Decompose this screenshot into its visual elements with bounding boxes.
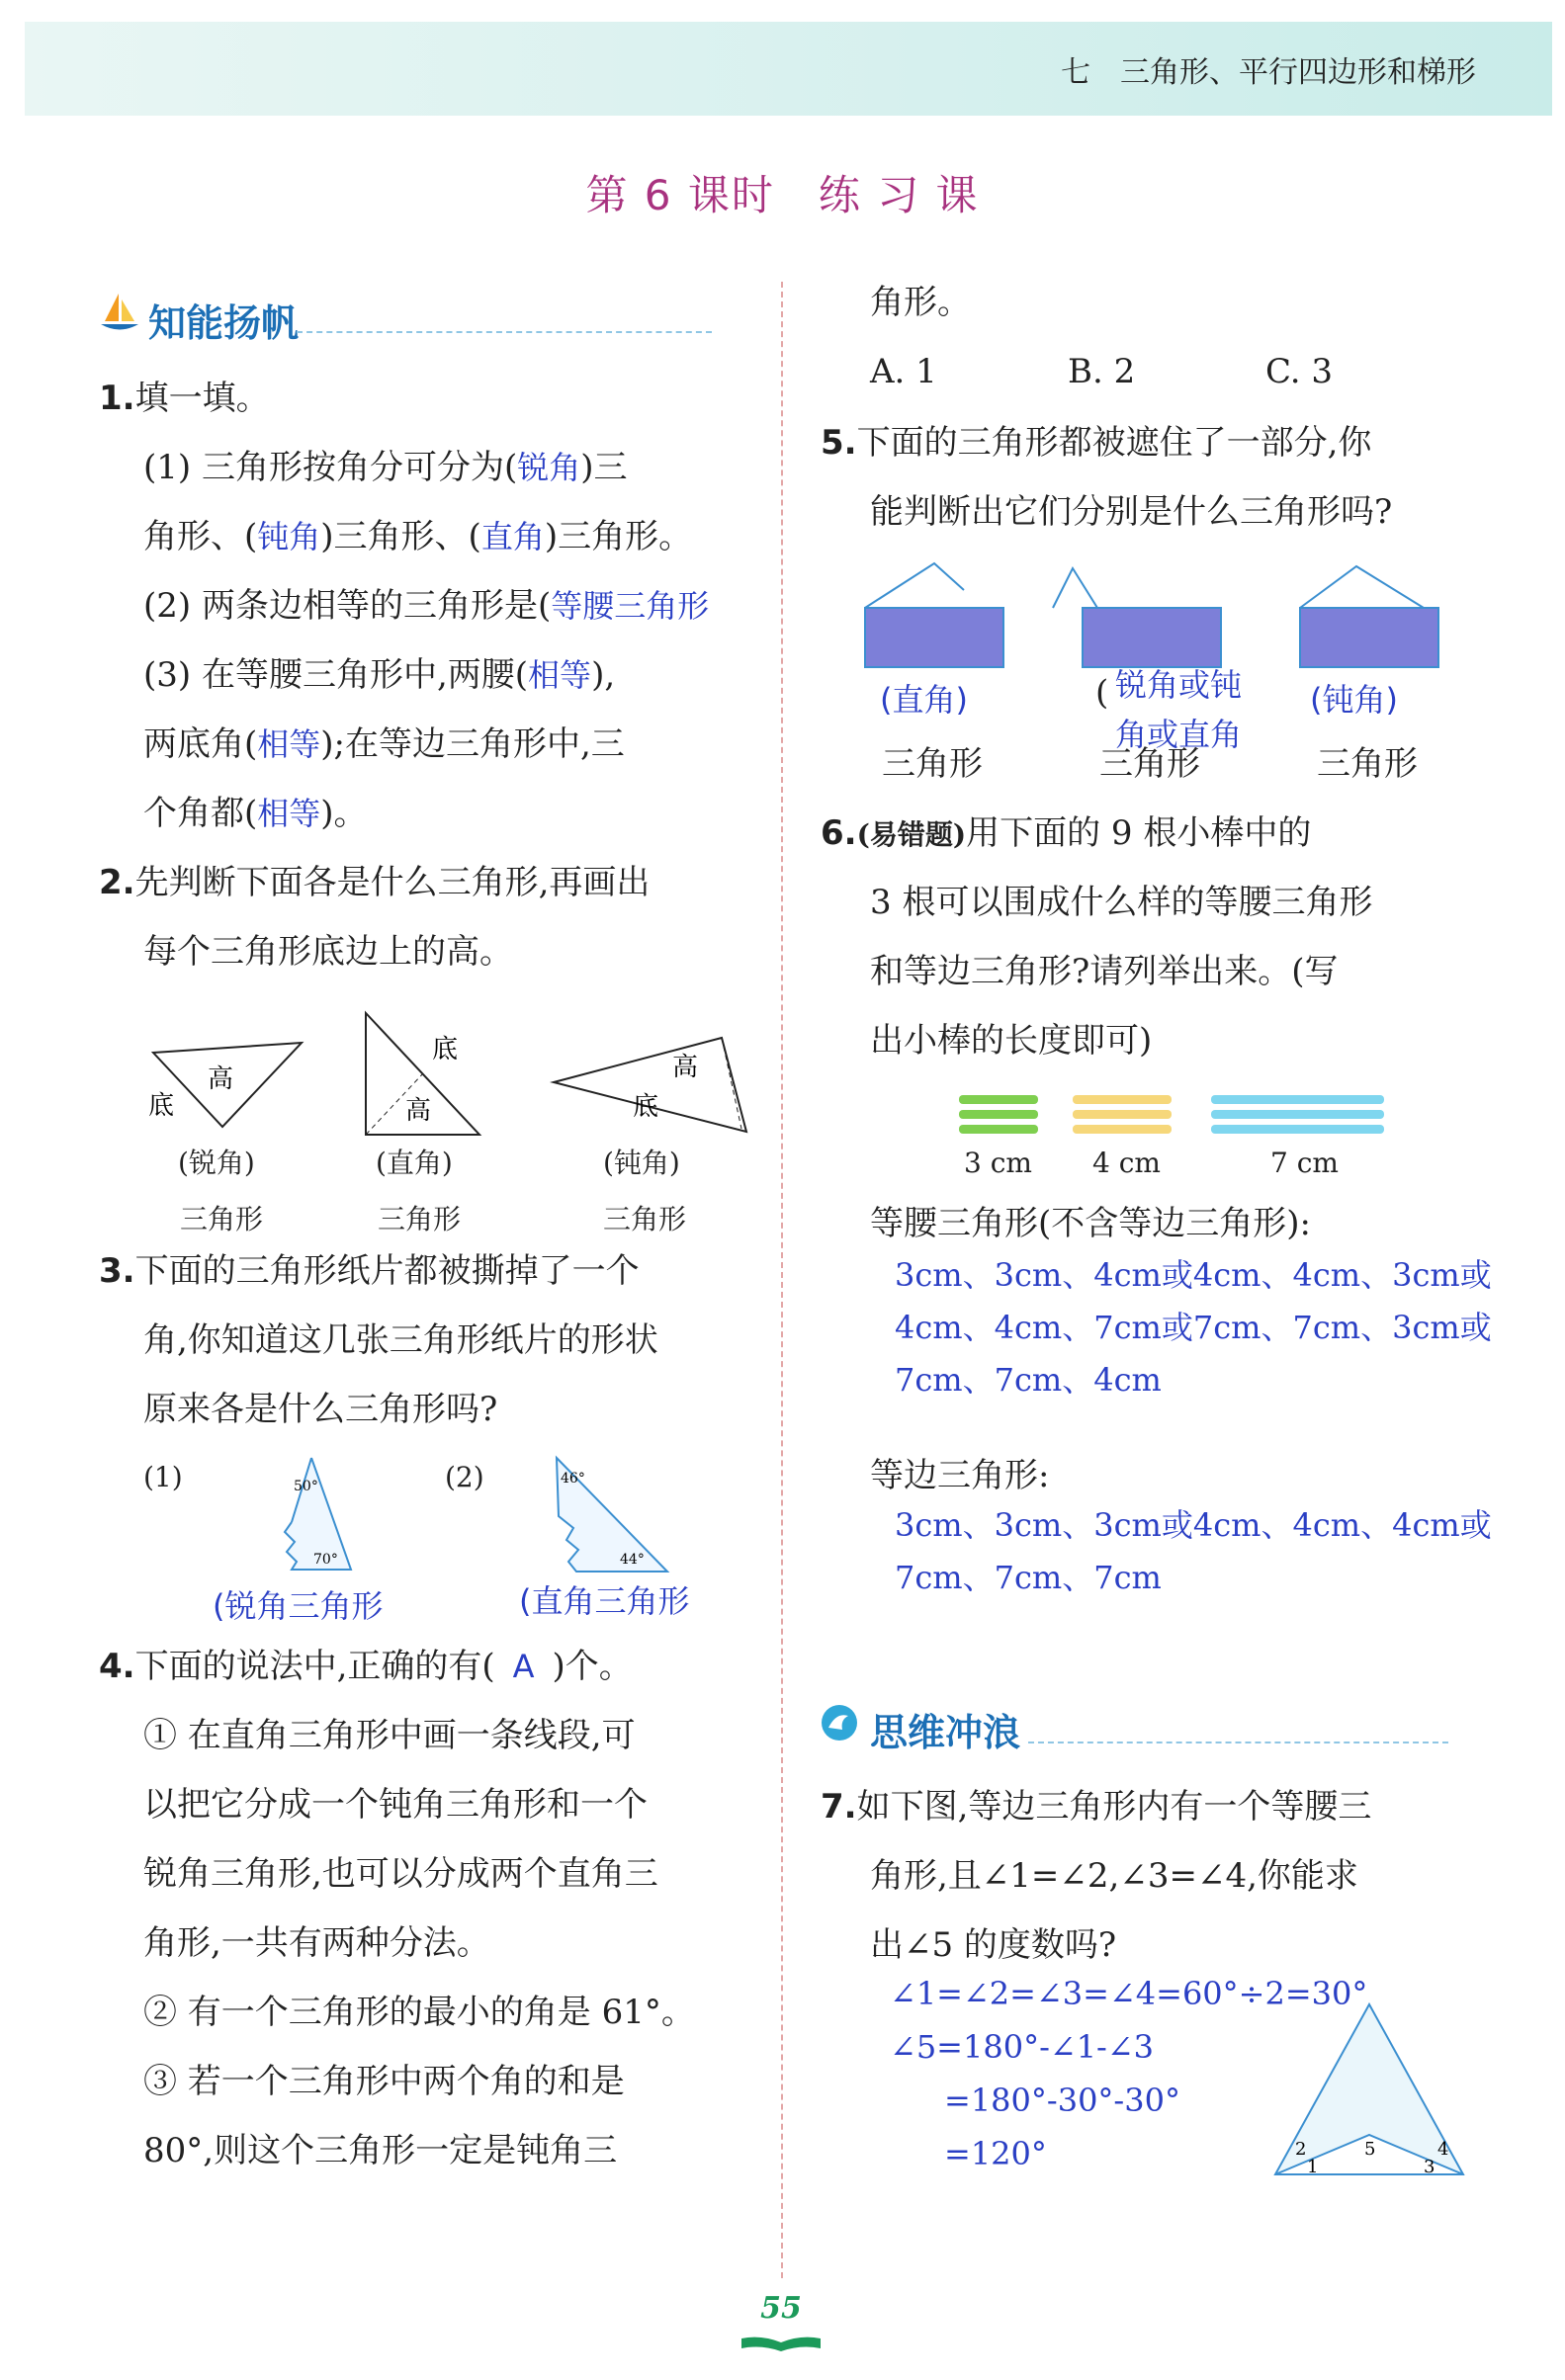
q6-tag: (易错题) (856, 818, 967, 851)
q4-statement-3c: 角形。 (870, 283, 971, 322)
q1-answer-2: 钝角 (257, 518, 321, 555)
stick-label-7cm: 7 cm (1270, 1147, 1339, 1179)
page-number: 55 (760, 2291, 802, 2326)
q2-label-di-1: 底 (148, 1091, 175, 1121)
q2-label-di-3: 底 (633, 1092, 659, 1122)
q5-covered-triangle-1 (865, 563, 1003, 667)
q5-answer-1: (直角) (880, 681, 968, 719)
q3-answer-1: (锐角三角形 (213, 1587, 384, 1625)
q2-label-gao-2: 高 (405, 1096, 432, 1126)
q6-text: 用下面的 9 根小棒中的 (966, 813, 1312, 853)
q5-text: 下面的三角形都被遮住了一部分,你 (856, 423, 1372, 463)
q4-text: )个。 (552, 1647, 633, 1686)
q1-answer-3: 直角 (480, 518, 545, 555)
q7-text: 如下图,等边三角形内有一个等腰三 (856, 1787, 1372, 1827)
q3-text: 下面的三角形纸片都被撕掉了一个 (134, 1251, 640, 1291)
column-divider (781, 282, 783, 2278)
q4-number: 4. (99, 1647, 135, 1686)
q3-angle-70: 70° (313, 1552, 338, 1568)
q3-angle-44: 44° (620, 1552, 645, 1568)
q3-number: 3. (99, 1251, 135, 1291)
q2-suffix-2: 三角形 (378, 1203, 462, 1235)
stick-group-4cm (1073, 1095, 1172, 1134)
q2-line-2: 每个三角形底边上的高。 (143, 932, 513, 972)
q7-angle-3: 3 (1424, 2157, 1435, 2177)
q7-angle-4: 4 (1437, 2139, 1449, 2160)
stick-group-7cm (1211, 1095, 1384, 1134)
q1-text: ), (591, 655, 616, 695)
q6-line-4: 出小棒的长度即可) (870, 1021, 1153, 1061)
q4-statement-1d: 角形,一共有两种分法。 (143, 1923, 490, 1963)
q1-line-5 (143, 726, 625, 762)
q4-statement-2: ② 有一个三角形的最小的角是 61°。 (143, 1993, 695, 2032)
q1-text: )三角形。 (544, 517, 693, 556)
q4-statement-3a: ③ 若一个三角形中两个角的和是 (143, 2062, 625, 2101)
q6-equilateral-answer-2: 7cm、7cm、7cm (895, 1559, 1162, 1596)
q1-answer-5: 相等 (528, 656, 592, 694)
q7-figure (1265, 1997, 1483, 2184)
book-icon (737, 2335, 826, 2356)
q2-label-gao-1: 高 (208, 1064, 234, 1094)
q2-answer-3: (钝角) (603, 1147, 680, 1179)
q3-angle-50: 50° (294, 1479, 318, 1494)
q6-line-3: 和等边三角形?请列举出来。(写 (870, 952, 1339, 991)
q1-text: )。 (320, 794, 368, 833)
q7-angle-2: 2 (1295, 2139, 1307, 2160)
q2-label-di-2: 底 (432, 1035, 459, 1064)
q1-text: )三角形、( (320, 517, 481, 556)
q7-angle-5: 5 (1364, 2139, 1376, 2160)
q3-part-1: (1) (143, 1461, 183, 1493)
q1-title: 填一填。 (134, 379, 270, 418)
q2-answer-1: (锐角) (178, 1147, 255, 1179)
q4-answer: A (512, 1648, 535, 1685)
q2-suffix-3: 三角形 (603, 1203, 687, 1235)
q4-option-c[interactable]: C. 3 (1265, 352, 1334, 391)
q1-text: )三 (580, 448, 628, 487)
q4-option-b[interactable]: B. 2 (1068, 352, 1136, 391)
q2-label-gao-3: 高 (672, 1053, 699, 1082)
q2-answer-2: (直角) (376, 1147, 453, 1179)
wave-icon (819, 1702, 860, 1747)
q5-suffix-2: 三角形 (1099, 744, 1200, 784)
q5-line-1 (821, 425, 1371, 461)
q6-equilateral-label: 等边三角形: (870, 1456, 1050, 1495)
q7-line-1 (821, 1789, 1371, 1825)
q7-angle-1: 1 (1307, 2157, 1319, 2177)
q1-text: (1) 三角形按角分可分为( (143, 448, 518, 487)
q6-isosceles-answer-2: 4cm、4cm、7cm或7cm、7cm、3cm或 (895, 1309, 1492, 1346)
q5-answer-3: (钝角) (1310, 681, 1398, 719)
q4-statement-1b: 以把它分成一个钝角三角形和一个 (143, 1785, 648, 1825)
q1-answer-1: 锐角 (517, 449, 581, 486)
q7-number: 7. (821, 1787, 857, 1827)
q4-statement-1c: 锐角三角形,也可以分成两个直角三 (143, 1854, 658, 1894)
q2-suffix-1: 三角形 (180, 1203, 264, 1235)
q7-work-3: =180°-30°-30° (944, 2082, 1180, 2119)
q5-covered-triangle-2 (1053, 568, 1221, 667)
section-title-1: 知能扬帆 (148, 301, 300, 345)
stick-group-3cm (959, 1095, 1038, 1134)
q1-answer-4: 等腰三角形 (551, 587, 710, 625)
q6-line-1 (821, 815, 1311, 853)
q7-work-4: =120° (944, 2135, 1047, 2172)
q6-isosceles-answer-3: 7cm、7cm、4cm (895, 1361, 1162, 1399)
sail-icon (99, 292, 140, 337)
q5-suffix-3: 三角形 (1317, 744, 1418, 784)
q2-figures (138, 1008, 771, 1147)
q6-line-2: 3 根可以围成什么样的等腰三角形 (870, 883, 1373, 922)
q5-paren: ( (1095, 673, 1109, 713)
q3-angle-46: 46° (561, 1471, 585, 1487)
stick-label-3cm: 3 cm (964, 1147, 1032, 1179)
q2-number: 2. (99, 863, 135, 902)
section-line-2 (1028, 1742, 1448, 1743)
chapter-title: 七 三角形、平行四边形和梯形 (1061, 55, 1476, 90)
q4-text: 下面的说法中,正确的有( (134, 1647, 495, 1686)
q5-number: 5. (821, 423, 857, 463)
q1-line-4 (143, 657, 615, 693)
q5-line-2: 能判断出它们分别是什么三角形吗? (870, 492, 1393, 532)
q1-text: (2) 两条边相等的三角形是( (143, 586, 552, 626)
q1-text: 两底角( (143, 724, 258, 764)
q5-answer-2b: 角或直角 (1115, 716, 1243, 753)
lesson-title: 第 6 课时 练 习 课 (585, 171, 980, 219)
section-line-1 (297, 331, 712, 333)
q1-answer-6: 相等 (257, 725, 321, 763)
q4-option-a[interactable]: A. 1 (870, 352, 937, 391)
q1-line-0 (99, 381, 270, 416)
q3-answer-2: (直角三角形 (519, 1582, 690, 1620)
q6-equilateral-answer-1: 3cm、3cm、3cm或4cm、4cm、4cm或 (895, 1506, 1492, 1544)
q3-figure-2 (549, 1453, 677, 1576)
q1-line-2 (143, 519, 692, 554)
q1-text: 角形、( (143, 517, 258, 556)
q1-text: );在等边三角形中,三 (320, 724, 625, 764)
q4-statement-3b: 80°,则这个三角形一定是钝角三 (143, 2131, 618, 2170)
q2-line-1 (99, 865, 650, 900)
q6-isosceles-label: 等腰三角形(不含等边三角形): (870, 1204, 1311, 1243)
q4-line-1 (99, 1649, 633, 1684)
q6-number: 6. (821, 813, 857, 853)
q7-line-2: 角形,且∠1=∠2,∠3=∠4,你能求 (870, 1856, 1358, 1896)
q4-statement-1a: ① 在直角三角形中画一条线段,可 (143, 1716, 636, 1755)
q3-line-1 (99, 1253, 640, 1289)
q7-work-1: ∠1=∠2=∠3=∠4=60°÷2=30° (890, 1975, 1368, 2012)
q5-figures (860, 558, 1453, 677)
q5-answer-2a: 锐角或钝 (1115, 666, 1243, 704)
stick-label-4cm: 4 cm (1092, 1147, 1161, 1179)
q3-figure-1 (257, 1453, 376, 1576)
q1-answer-7: 相等 (257, 795, 321, 832)
q1-text: (3) 在等腰三角形中,两腰( (143, 655, 529, 695)
q1-number: 1. (99, 379, 135, 418)
q3-line-2: 角,你知道这几张三角形纸片的形状 (143, 1320, 658, 1360)
section-title-2: 思维冲浪 (870, 1711, 1021, 1754)
q7-work-2: ∠5=180°-∠1-∠3 (890, 2028, 1155, 2066)
q3-line-3: 原来各是什么三角形吗? (143, 1390, 498, 1429)
q5-covered-triangle-3 (1300, 566, 1438, 667)
q2-text: 先判断下面各是什么三角形,再画出 (134, 863, 651, 902)
q7-line-3: 出∠5 的度数吗? (870, 1925, 1117, 1965)
q6-isosceles-answer-1: 3cm、3cm、4cm或4cm、4cm、3cm或 (895, 1256, 1492, 1294)
q1-line-6 (143, 796, 368, 831)
q5-suffix-1: 三角形 (882, 744, 983, 784)
q1-line-1 (143, 450, 628, 485)
q1-line-3 (143, 588, 709, 624)
q1-text: 个角都( (143, 794, 258, 833)
q3-part-2: (2) (445, 1461, 484, 1493)
